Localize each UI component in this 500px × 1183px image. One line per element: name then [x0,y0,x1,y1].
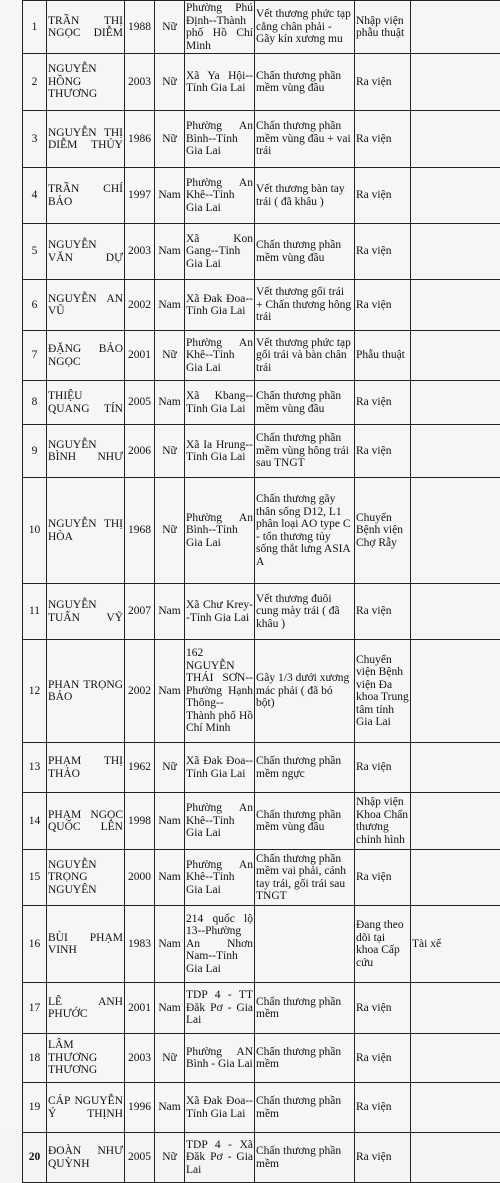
diagnosis-cell: Vết thương đuôi cung mày trái ( đã khâu ) [255,584,355,640]
full-name-cell: PHAN TRỌNG BẢO [47,640,125,743]
treatment-status-cell: Ra viện [355,983,411,1034]
note-cell [411,381,500,425]
birth-year-cell: 1996 [125,1083,155,1133]
note-cell [411,1133,500,1183]
gender-cell: Nam [155,906,185,983]
gender-cell: Nữ [155,331,185,381]
row-number-cell: 2 [23,54,47,111]
address-cell: TDP 4 - Xã Đăk Pơ - Gia Lai [185,1133,255,1183]
birth-year-cell: 2007 [125,584,155,640]
note-cell [411,111,500,168]
full-name-cell: THIỆU QUANG TÍN [47,381,125,425]
full-name-cell: CÁP NGUYỄN Ý THỊNH [47,1083,125,1133]
address-cell: TDP 4 - TT Đăk Pơ - Gia Lai [185,983,255,1034]
address-cell: Xã Kbang--Tỉnh Gia Lai [185,381,255,425]
treatment-status-cell: Nhập viện Khoa Chấn thương chỉnh hình [355,793,411,850]
address-cell: Phường An Khê--Tỉnh Gia Lai [185,168,255,224]
address-cell: Phường An Bình--Tỉnh Gia Lai [185,478,255,584]
gender-cell: Nữ [155,111,185,168]
gender-cell: Nam [155,381,185,425]
treatment-status-cell: Phẫu thuật [355,331,411,381]
address-cell: 162 NGUYỄN THÁI SƠN--Phường Hạnh Thông--Thành phố Hồ Chí Minh [185,640,255,743]
note-cell: Tài xế [411,906,500,983]
treatment-status-cell: Chuyển Bệnh viện Chợ Rẫy [355,478,411,584]
birth-year-cell: 2001 [125,331,155,381]
diagnosis-cell: Chấn thương phần mềm vùng hông trái sau TNGT [255,425,355,478]
address-cell: Xã Đak Đoa--Tỉnh Gia Lai [185,280,255,331]
note-cell [411,168,500,224]
note-cell [411,743,500,793]
full-name-cell: NGUYỄN TUẤN VỸ [47,584,125,640]
row-number-cell: 12 [23,640,47,743]
row-number-cell: 10 [23,478,47,584]
full-name-cell: ĐOÀN NHƯ QUỲNH [47,1133,125,1183]
table-row [23,54,500,111]
table-row [23,584,500,640]
row-number-cell: 1 [23,1,47,54]
birth-year-cell: 2002 [125,640,155,743]
gender-cell: Nữ [155,1034,185,1083]
gender-cell: Nữ [155,54,185,111]
row-number-cell: 13 [23,743,47,793]
row-number-cell: 3 [23,111,47,168]
row-number-cell: 17 [23,983,47,1034]
row-number-cell: 5 [23,224,47,280]
table-row [23,425,500,478]
table-row [23,793,500,850]
address-cell: Phường An Khê--Tỉnh Gia Lai [185,850,255,906]
diagnosis-cell: Chấn thương phần mềm ngực [255,743,355,793]
address-cell: Phường Phú Định--Thành phố Hồ Chí Minh [185,1,255,54]
table-row [23,850,500,906]
note-cell [411,224,500,280]
birth-year-cell: 2003 [125,224,155,280]
gender-cell: Nam [155,640,185,743]
treatment-status-cell: Ra viện [355,280,411,331]
treatment-status-cell: Ra viện [355,224,411,280]
gender-cell: Nam [155,224,185,280]
address-cell: Phường An Khê--Tỉnh Gia Lai [185,331,255,381]
address-cell: Xã Chư Krey--Tỉnh Gia Lai [185,584,255,640]
birth-year-cell: 2003 [125,54,155,111]
diagnosis-cell: Chấn thương phần mềm vai phải, cánh tay trái, gối trái sau TNGT [255,850,355,906]
note-cell [411,793,500,850]
address-cell: Xã Đak Đoa--Tỉnh Gia Lai [185,1083,255,1133]
note-cell [411,280,500,331]
diagnosis-cell: Chấn thương gãy thân sống D12, L1 phân loại AO type C - tổn thương tủy sống thắt lưng ASIA A [255,478,355,584]
treatment-status-cell: Ra viện [355,1133,411,1183]
treatment-status-cell: Ra viện [355,1083,411,1133]
full-name-cell: ĐẶNG BẢO NGỌC [47,331,125,381]
note-cell [411,850,500,906]
full-name-cell: TRẦN THỊ NGỌC DIỄM [47,1,125,54]
full-name-cell: NGUYỄN BÌNH NHƯ [47,425,125,478]
address-cell: Xã Đak Đoa--Tỉnh Gia Lai [185,743,255,793]
birth-year-cell: 2003 [125,1034,155,1083]
row-number-cell: 19 [23,1083,47,1133]
table-row [23,111,500,168]
full-name-cell: LÂM THƯƠNG THƯƠNG [47,1034,125,1083]
row-number-cell: 8 [23,381,47,425]
diagnosis-cell: Chấn thương phần mềm vùng đầu [255,381,355,425]
diagnosis-cell: Chấn thương phần mềm [255,1034,355,1083]
note-cell [411,478,500,584]
table-row [23,1034,500,1083]
row-number-cell: 11 [23,584,47,640]
full-name-cell: NGUYỄN HỒNG THƯƠNG [47,54,125,111]
treatment-status-cell: Nhập viện phẫu thuật [355,1,411,54]
note-cell [411,1,500,54]
table-row [23,478,500,584]
note-cell [411,54,500,111]
row-number-cell: 9 [23,425,47,478]
gender-cell: Nữ [155,1,185,54]
diagnosis-cell [255,906,355,983]
address-cell: Phường An Khê--Tỉnh Gia Lai [185,793,255,850]
full-name-cell: PHẠM NGỌC QUỐC LÊN [47,793,125,850]
full-name-cell: TRẦN CHÍ BẢO [47,168,125,224]
gender-cell: Nam [155,280,185,331]
treatment-status-cell: Ra viện [355,584,411,640]
row-number-cell: 14 [23,793,47,850]
row-number-cell: 20 [23,1133,47,1183]
table-row [23,640,500,743]
address-cell: Xã Kon Gang--Tỉnh Gia Lai [185,224,255,280]
birth-year-cell: 1968 [125,478,155,584]
table-row [23,168,500,224]
birth-year-cell: 2000 [125,850,155,906]
row-number-cell: 16 [23,906,47,983]
diagnosis-cell: Gãy 1/3 dưới xương mác phải ( đã bó bột) [255,640,355,743]
table-row [23,1133,500,1183]
diagnosis-cell: Chấn thương phần mềm vùng đầu [255,793,355,850]
row-number-cell: 15 [23,850,47,906]
patient-table [22,0,500,1183]
full-name-cell: BÙI PHẠM VINH [47,906,125,983]
gender-cell: Nam [155,1083,185,1133]
gender-cell: Nam [155,983,185,1034]
diagnosis-cell: Vết thương phức tạp gối trái và bàn chân trái [255,331,355,381]
address-cell: Phường AN Bình - Gia Lai [185,1034,255,1083]
birth-year-cell: 2005 [125,1133,155,1183]
diagnosis-cell: Chấn thương phần mềm vùng đầu [255,224,355,280]
row-number-cell: 6 [23,280,47,331]
birth-year-cell: 2002 [125,280,155,331]
note-cell [411,1034,500,1083]
note-cell [411,640,500,743]
address-cell: Xã Ya Hội--Tỉnh Gia Lai [185,54,255,111]
diagnosis-cell: Vết thương gối trái + Chấn thương hông trái [255,280,355,331]
table-row [23,331,500,381]
table-row [23,743,500,793]
treatment-status-cell: Ra viện [355,425,411,478]
table-row [23,280,500,331]
note-cell [411,584,500,640]
full-name-cell: NGUYỄN VĂN DỰ [47,224,125,280]
gender-cell: Nữ [155,478,185,584]
address-cell: 214 quốc lộ 13--Phường An Nhơn Nam--Tỉnh Gia Lai [185,906,255,983]
row-number-cell: 4 [23,168,47,224]
table-row [23,983,500,1034]
row-number-cell: 7 [23,331,47,381]
birth-year-cell: 1986 [125,111,155,168]
diagnosis-cell: Chấn thương phần mềm [255,983,355,1034]
row-number-cell: 18 [23,1034,47,1083]
birth-year-cell: 1983 [125,906,155,983]
table-row [23,906,500,983]
table-body [23,1,500,1183]
diagnosis-cell: Chấn thương phần mềm vùng đầu [255,54,355,111]
gender-cell: Nam [155,168,185,224]
treatment-status-cell: Đang theo dõi tại khoa Cấp cứu [355,906,411,983]
gender-cell: Nam [155,793,185,850]
gender-cell: Nữ [155,743,185,793]
full-name-cell: NGUYỄN TRỌNG NGUYÊN [47,850,125,906]
table-row [23,1083,500,1133]
treatment-status-cell: Ra viện [355,54,411,111]
treatment-status-cell: Ra viện [355,381,411,425]
diagnosis-cell: Chấn thương phần mềm [255,1133,355,1183]
birth-year-cell: 2001 [125,983,155,1034]
note-cell [411,331,500,381]
birth-year-cell: 1998 [125,793,155,850]
gender-cell: Nam [155,584,185,640]
diagnosis-cell: Vết thương phức tạp cẳng chân phải - Gãy kín xương mu [255,1,355,54]
diagnosis-cell: Chấn thương phần mềm [255,1083,355,1133]
birth-year-cell: 2006 [125,425,155,478]
note-cell [411,1083,500,1133]
address-cell: Xã Ia Hrung--Tỉnh Gia Lai [185,425,255,478]
full-name-cell: NGUYỄN THỊ HÒA [47,478,125,584]
diagnosis-cell: Chấn thương phần mềm vùng đầu + vai trái [255,111,355,168]
treatment-status-cell: Chuyển viện Bệnh viện Đa khoa Trung tâm tỉnh Gia Lai [355,640,411,743]
address-cell: Phường An Bình--Tỉnh Gia Lai [185,111,255,168]
table-row [23,224,500,280]
birth-year-cell: 2005 [125,381,155,425]
treatment-status-cell: Ra viện [355,850,411,906]
treatment-status-cell: Ra viện [355,743,411,793]
table-row [23,1,500,54]
full-name-cell: LÊ ANH PHƯỚC [47,983,125,1034]
birth-year-cell: 1988 [125,1,155,54]
full-name-cell: NGUYỄN THỊ DIỄM THỦY [47,111,125,168]
treatment-status-cell: Ra viện [355,1034,411,1083]
gender-cell: Nam [155,850,185,906]
full-name-cell: PHẠM THỊ THẢO [47,743,125,793]
table-row [23,381,500,425]
full-name-cell: NGUYỄN AN VŨ [47,280,125,331]
birth-year-cell: 1997 [125,168,155,224]
treatment-status-cell: Ra viện [355,168,411,224]
birth-year-cell: 1962 [125,743,155,793]
note-cell [411,983,500,1034]
gender-cell: Nữ [155,1133,185,1183]
note-cell [411,425,500,478]
gender-cell: Nữ [155,425,185,478]
diagnosis-cell: Vết thương bàn tay trái ( đã khâu ) [255,168,355,224]
treatment-status-cell: Ra viện [355,111,411,168]
